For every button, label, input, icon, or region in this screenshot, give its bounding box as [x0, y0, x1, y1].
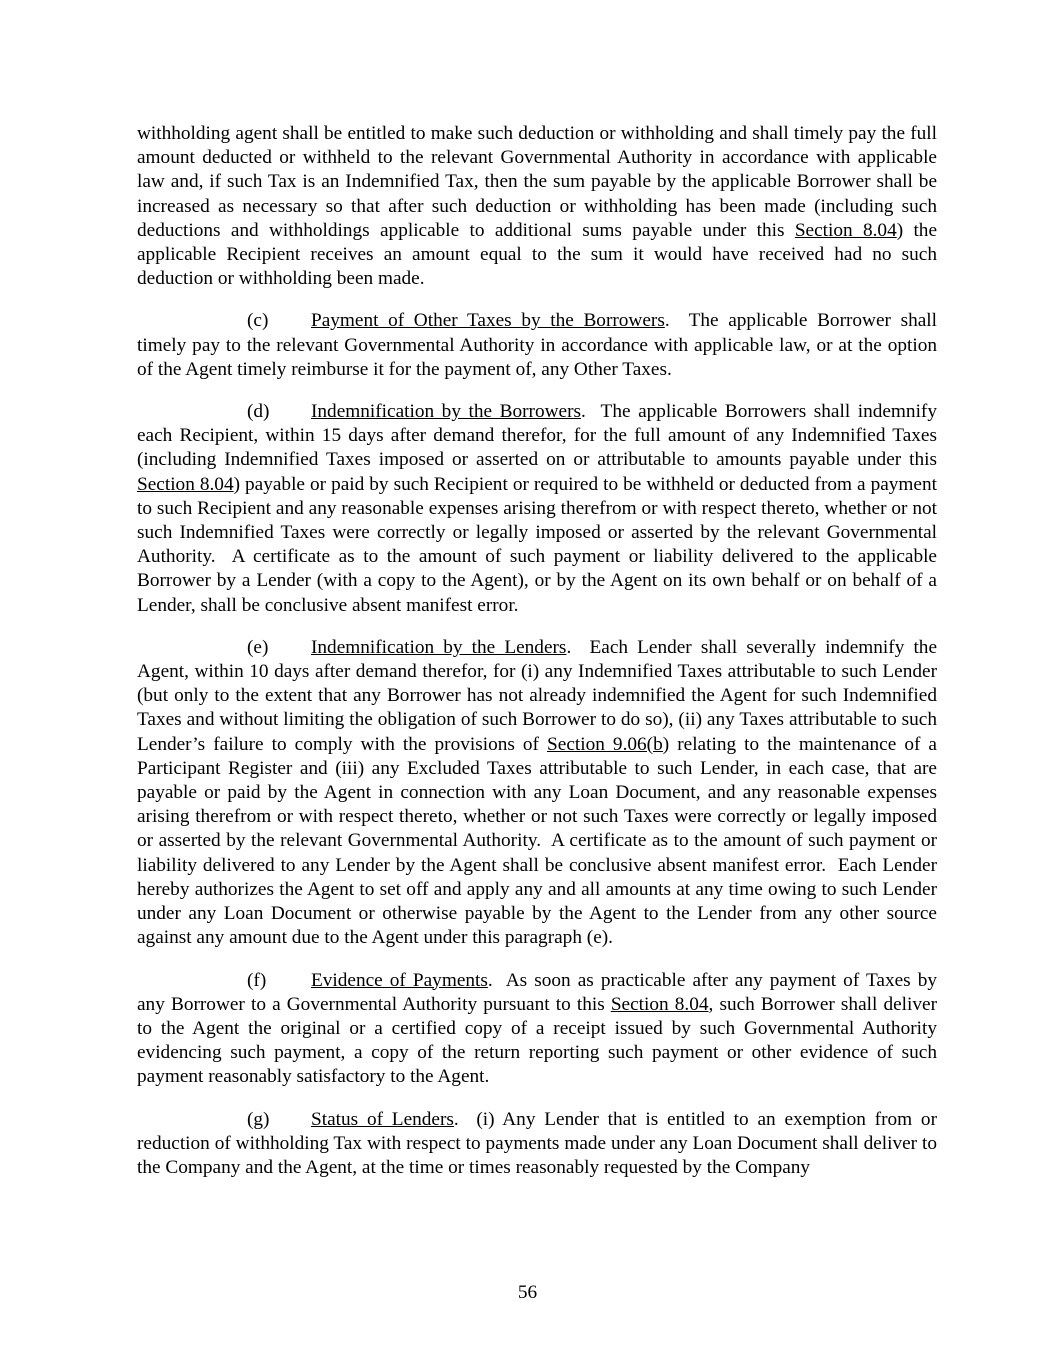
paragraph-heading: Evidence of Payments	[311, 969, 488, 991]
paragraph-letter: (e)	[247, 636, 269, 658]
paragraph-g	[137, 1108, 942, 1181]
paragraph-text: . (i) Any Lender that is entitled to an exemption from or reduction of withholding Tax with respect to payments made under any Loan Document shall deliver to the Company and the Agent, at the time or times reasonably requested by the Company	[137, 1108, 942, 1178]
paragraph-text: . As soon as practicable after any payment of Taxes by any Borrower to a Governmental Authority pursuant to this	[137, 969, 942, 1015]
section-reference: Section 8.04	[794, 219, 897, 241]
paragraph-text: . The applicable Borrowers shall indemnify each Recipient, within 15 days after demand therefor, for the full amount of any Indemnified Taxes (including Indemnified Taxes imposed or asserted on or attributable to amounts payable under this	[137, 401, 942, 471]
section-reference: Section 8.04	[610, 993, 709, 1015]
document-body	[137, 122, 942, 1198]
paragraph-letter: (f)	[247, 969, 267, 991]
paragraph-text: , such Borrower shall deliver to the Agent the original or a certified copy of a receipt issued by such Governmental Authority evidencing such payment, a copy of the return reporting such payment or other evidence of such payment reasonably satisfactory to the Agent.	[137, 993, 942, 1088]
paragraph-letter: (d)	[247, 401, 270, 423]
paragraph-text: ) payable or paid by such Recipient or required to be withheld or deducted from a payment to such Recipient and any reasonable expenses arising therefrom or with respect thereto, whether or not such Indemnified Taxes were correctly or legally imposed or asserted by the relevant Governmental Authority. A certificate as to the amount of such payment or liability delivered to the applicable Borrower by a Lender (with a copy to the Agent), or by the Agent on its own behalf or on behalf of a Lender, shall be conclusive absent manifest error.	[137, 473, 942, 616]
paragraph-e	[137, 636, 942, 951]
paragraph-text: withholding agent shall be entitled to make such deduction or withholding and shall timely pay the full amount deducted or withheld to the relevant Governmental Authority in accordance with applicable law and, if such Tax is an Indemnified Tax, then the sum payable by the applicable Borrower shall be increased as necessary so that after such deduction or withholding has been made (including such deductions and withholdings applicable to additional sums payable under this	[137, 123, 942, 241]
page-number: 56	[517, 1282, 538, 1303]
paragraph-heading: Indemnification by the Lenders	[311, 636, 567, 658]
paragraph-text: . The applicable Borrower shall timely pay to the relevant Governmental Authority in accordance with applicable law, or at the option of the Agent timely reimburse it for the payment of, any Other Taxes.	[137, 310, 942, 380]
paragraph-letter: (c)	[247, 310, 269, 332]
paragraph-text: . Each Lender shall severally indemnify the Agent, within 10 days after demand therefor, for (i) any Indemnified Taxes attributable to such Lender (but only to the extent that any Borrower has not already indemnified the Agent for such Indemnified Taxes and without limiting the obligation of such Borrower to do so), (ii) any Taxes attributable to such Lender’s failure to comply with the provisions of	[137, 636, 942, 755]
paragraph-c	[137, 309, 942, 382]
paragraph-f	[137, 969, 942, 1090]
paragraph-heading: Indemnification by the Borrowers	[311, 401, 581, 423]
paragraph-text: ) the applicable Recipient receives an amount equal to the sum it would have received had no such deduction or withholding been made.	[137, 219, 942, 290]
paragraph-text: relating to the maintenance of a Participant Register and (iii) any Excluded Taxes attributable to such Lender, in each case, that are payable or paid by the Agent in connection with any Loan Document, and any reasonable expenses arising therefrom or with respect thereto, whether or not such Taxes were correctly or legally imposed or asserted by the relevant Governmental Authority. A certificate as to the amount of such payment or liability delivered to any Lender by the Agent shall be conclusive absent manifest error. Each Lender hereby authorizes the Agent to set off and apply any and all amounts at any time owing to such Lender under any Loan Document or otherwise payable by the Agent to the Lender from any other source against any amount due to the Agent under this paragraph (e).	[137, 733, 942, 949]
paragraph-letter: (g)	[247, 1108, 270, 1130]
paragraph-heading: Status of Lenders	[311, 1108, 454, 1130]
paragraph-heading: Payment of Other Taxes by the Borrowers	[311, 310, 665, 332]
section-reference: Section 8.04	[137, 473, 234, 495]
paragraph-d	[137, 400, 942, 618]
paragraph-continuation	[137, 122, 942, 291]
section-reference: Section 9.06(b)	[547, 733, 670, 755]
